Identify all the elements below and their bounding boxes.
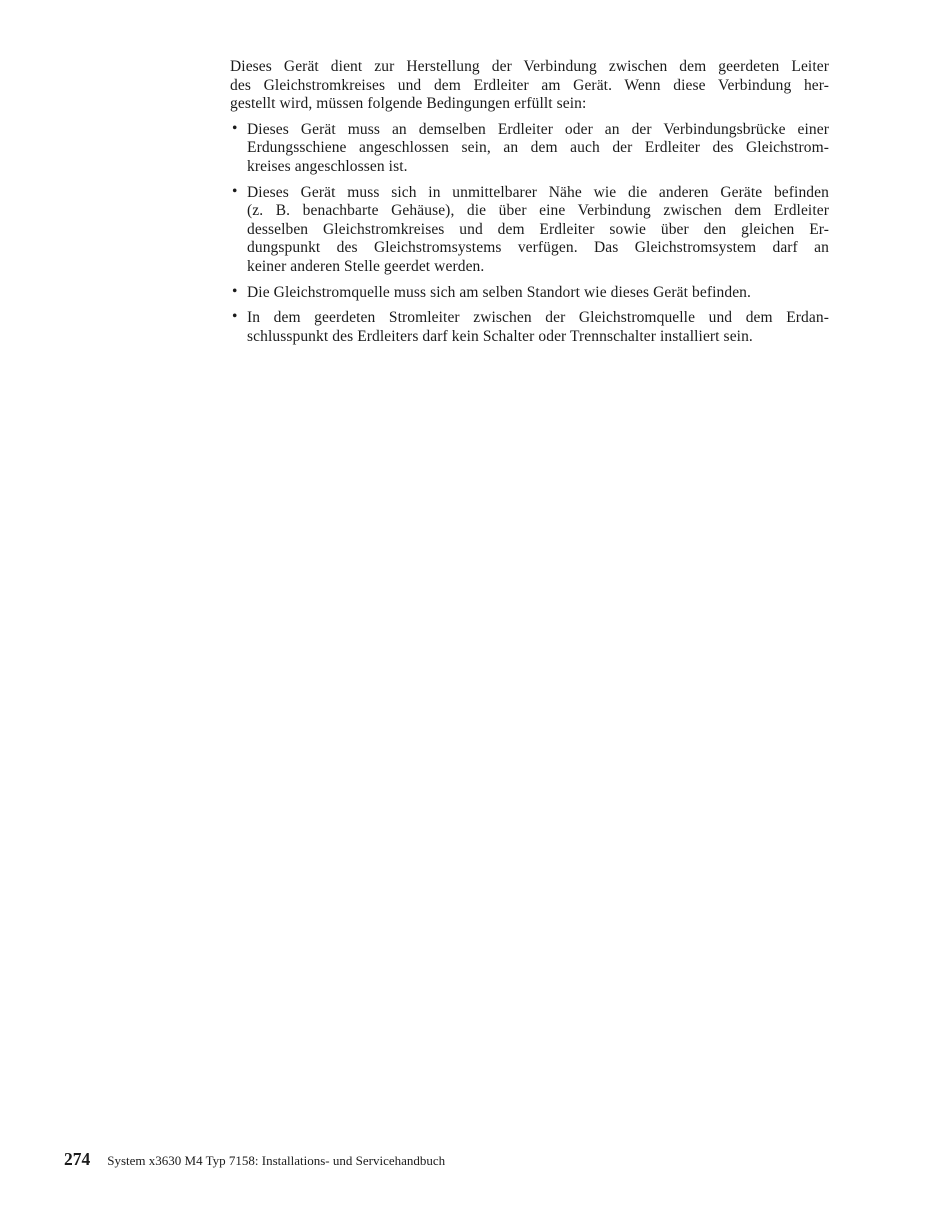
text-line: des Gleichstromkreises und dem Erdleiter am Gerät. Wenn diese Verbindung her- <box>230 76 829 94</box>
text-line: Erdungsschiene angeschlossen sein, an dem auch der Erdleiter des Gleichstrom- <box>247 139 829 157</box>
page-number: 274 <box>64 1149 91 1169</box>
text-line: Dieses Gerät muss an demselben Erdleiter oder an der Verbindungsbrücke einer <box>247 120 829 138</box>
text-line: (z. B. benachbarte Gehäuse), die über eine Verbindung zwischen dem Erdleiter <box>247 202 829 220</box>
bullet-icon: • <box>232 282 238 300</box>
bullet-icon: • <box>232 308 238 326</box>
text-line: kreises angeschlossen ist. <box>247 157 408 175</box>
page-footer <box>64 1149 445 1170</box>
bullet-icon: • <box>232 119 238 137</box>
text-line: desselben Gleichstromkreises und dem Erdleiter sowie über den gleichen Er- <box>247 220 829 238</box>
bullet-list <box>230 121 829 347</box>
text-line: gestellt wird, müssen folgende Bedingungen erfüllt sein: <box>230 95 587 113</box>
text-line: Die Gleichstromquelle muss sich am selben Standort wie dieses Gerät befinden. <box>247 283 752 301</box>
page-body <box>230 58 829 346</box>
bullet-item <box>230 121 829 177</box>
text-line: In dem geerdeten Stromleiter zwischen der Gleichstromquelle und dem Erdan- <box>247 309 829 327</box>
text-line: keiner anderen Stelle geerdet werden. <box>247 257 485 275</box>
bullet-item <box>230 284 829 303</box>
bullet-icon: • <box>232 182 238 200</box>
text-line: Dieses Gerät dient zur Herstellung der Verbindung zwischen dem geerdeten Leiter <box>230 58 829 75</box>
intro-paragraph <box>230 58 829 114</box>
text-line: Dieses Gerät muss sich in unmittelbarer Nähe wie die anderen Geräte befinden <box>247 183 829 201</box>
text-line: dungspunkt des Gleichstromsystems verfügen. Das Gleichstromsystem darf an <box>247 239 829 257</box>
running-title: System x3630 M4 Typ 7158: Installations- und Servicehandbuch <box>107 1153 446 1168</box>
bullet-item <box>230 309 829 346</box>
text-line: schlusspunkt des Erdleiters darf kein Schalter oder Trennschalter installiert sein. <box>247 327 753 345</box>
bullet-item <box>230 184 829 277</box>
